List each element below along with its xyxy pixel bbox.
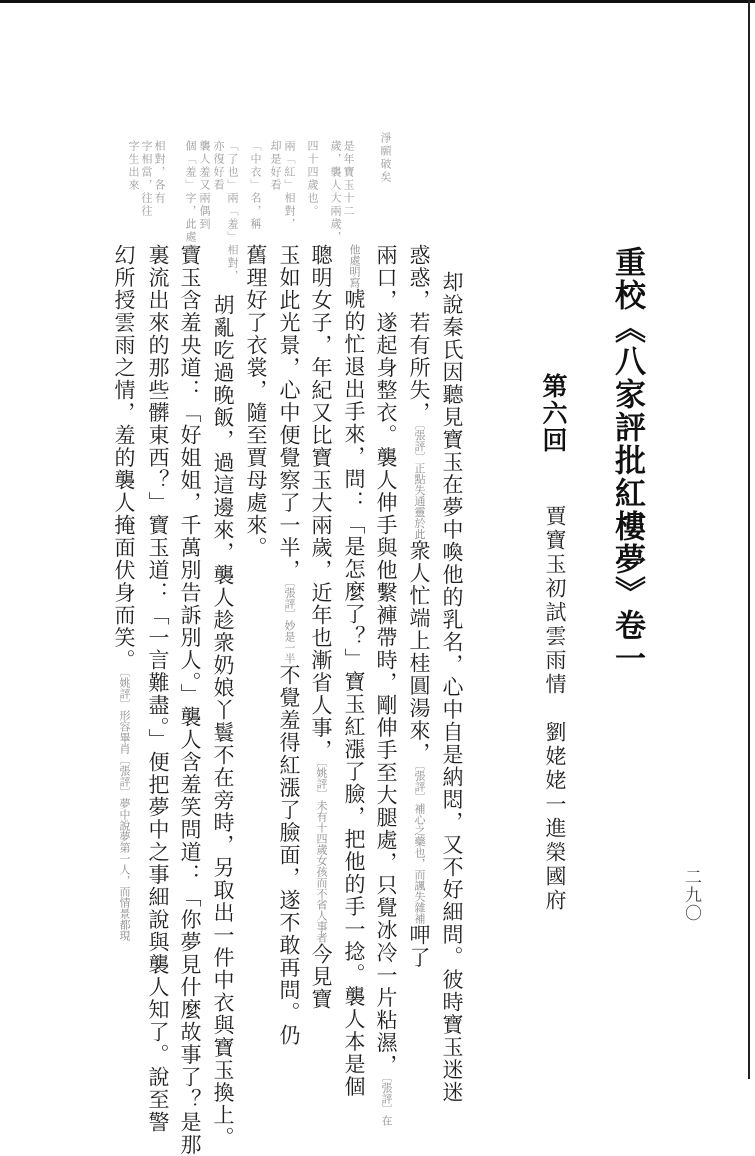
page-number: 二九〇 (681, 868, 701, 922)
text-segment: 玉如此光景，心中便覺察了一半， (277, 244, 301, 582)
page-edge (748, 0, 750, 1079)
margin-note: 却是好看 (269, 140, 282, 192)
chapter-title: 賈寶玉初試雲雨情 劉姥姥一進榮國府 (543, 505, 567, 913)
text-column (104, 244, 134, 980)
margin-note: 歲，襲人大兩歲， (329, 140, 342, 244)
top-rule (0, 0, 755, 3)
text-segment: 胡亂吃過晚飯，過這邊來，襲人趁衆奶娘丫鬟不在旁時，另取出一件中衣與寶玉換上。 (211, 294, 235, 1149)
text-column (366, 244, 398, 1126)
text-column (203, 294, 235, 1149)
margin-note: 亦復好看 (212, 140, 225, 192)
commentary-note: 〔張評〕正點失通靈於此 (413, 424, 426, 540)
text-segment: 今見寶 (309, 943, 333, 1011)
text-column (432, 271, 464, 1104)
margin-note: 個「羞」字，此處兩 (184, 140, 197, 257)
text-column (334, 244, 366, 1098)
margin-note: 四十四歲也。 (306, 140, 319, 218)
text-column (269, 244, 301, 1047)
book-title: 重校《八家評批紅樓夢》卷一 (609, 246, 645, 675)
commentary-note: 〔張評〕妙是一半 (283, 581, 296, 664)
margin-note: 是年寶玉十二 (342, 140, 355, 218)
commentary-note: 〔張評〕夢中說夢第一人，而情景都現 (118, 754, 131, 941)
margin-note: 「中衣」名，稱 (249, 140, 262, 231)
text-segment: 寶玉含羞央道：「好姐姐，千萬別告訴別人。」襲人含羞笑問道：「你夢見什麼故事了？是那 (178, 244, 202, 1156)
text-column (236, 244, 266, 980)
text-column (138, 244, 170, 1134)
margin-note: 「了也」兩「羞」相對， (226, 140, 239, 283)
text-segment: 唬的忙退出手來，問：「是怎麼了？」寶玉紅漲了臉，把他的手一捻。襲人本是個 (342, 288, 366, 1098)
commentary-note: 〔姚評〕形容畢肖 (118, 671, 131, 754)
text-segment: 聰明女子，年紀又比寶玉大兩歲，近年也漸省人事， (309, 244, 333, 762)
commentary-note: 〔張評〕補心之藥也，而諷失雜補 (413, 764, 426, 924)
margin-note: 字生出來 (127, 140, 140, 192)
commentary-note: 〔姚評〕未有十四歲女孩而不省人事者 (315, 761, 328, 943)
margin-note: 相對，各有 (153, 140, 166, 205)
text-segment: 衆人忙端上桂圓湯來， (407, 539, 431, 765)
margin-note: 淨願破矣 (379, 132, 392, 184)
text-column (399, 244, 429, 980)
text-segment: 呷了 (407, 924, 431, 969)
text-segment: 却說秦氏因聽見寶玉在夢中喚他的乳名，心中自是納悶，又不好細問。彼時寶玉迷迷 (440, 271, 464, 1104)
text-segment: 幻所授雲雨之情，羞的襲人掩面伏身而笑。 (112, 244, 136, 672)
text-column (301, 244, 333, 1011)
margin-note: 兩「紅」相對， (283, 140, 296, 231)
text-segment: 裏流出來的那些髒東西？」寶玉道：「一言難盡。」便把夢中之事細說與襲人知了。說至警 (146, 244, 170, 1134)
commentary-note: 〔張評〕在 (380, 1076, 393, 1126)
margin-note: 字相當，往往 (140, 140, 153, 218)
text-column (170, 244, 202, 1156)
commentary-note: 他處明寫 (348, 244, 361, 288)
text-segment: 舊理好了衣裳，隨至賈母處來。 (244, 244, 268, 559)
margin-note: 襲人羞又兩偶到 (198, 140, 211, 231)
text-segment: 惑惑，若有所失， (407, 244, 431, 424)
text-segment: 兩口，遂起身整衣。襲人伸手與他繫褲帶時，剛伸手至大腿處，只覺冰冷一片粘濕， (374, 244, 398, 1077)
text-segment: 不覺羞得紅漲了臉面，遂不敢再問。仍 (277, 664, 301, 1047)
chapter-number: 第六回 (539, 373, 568, 454)
